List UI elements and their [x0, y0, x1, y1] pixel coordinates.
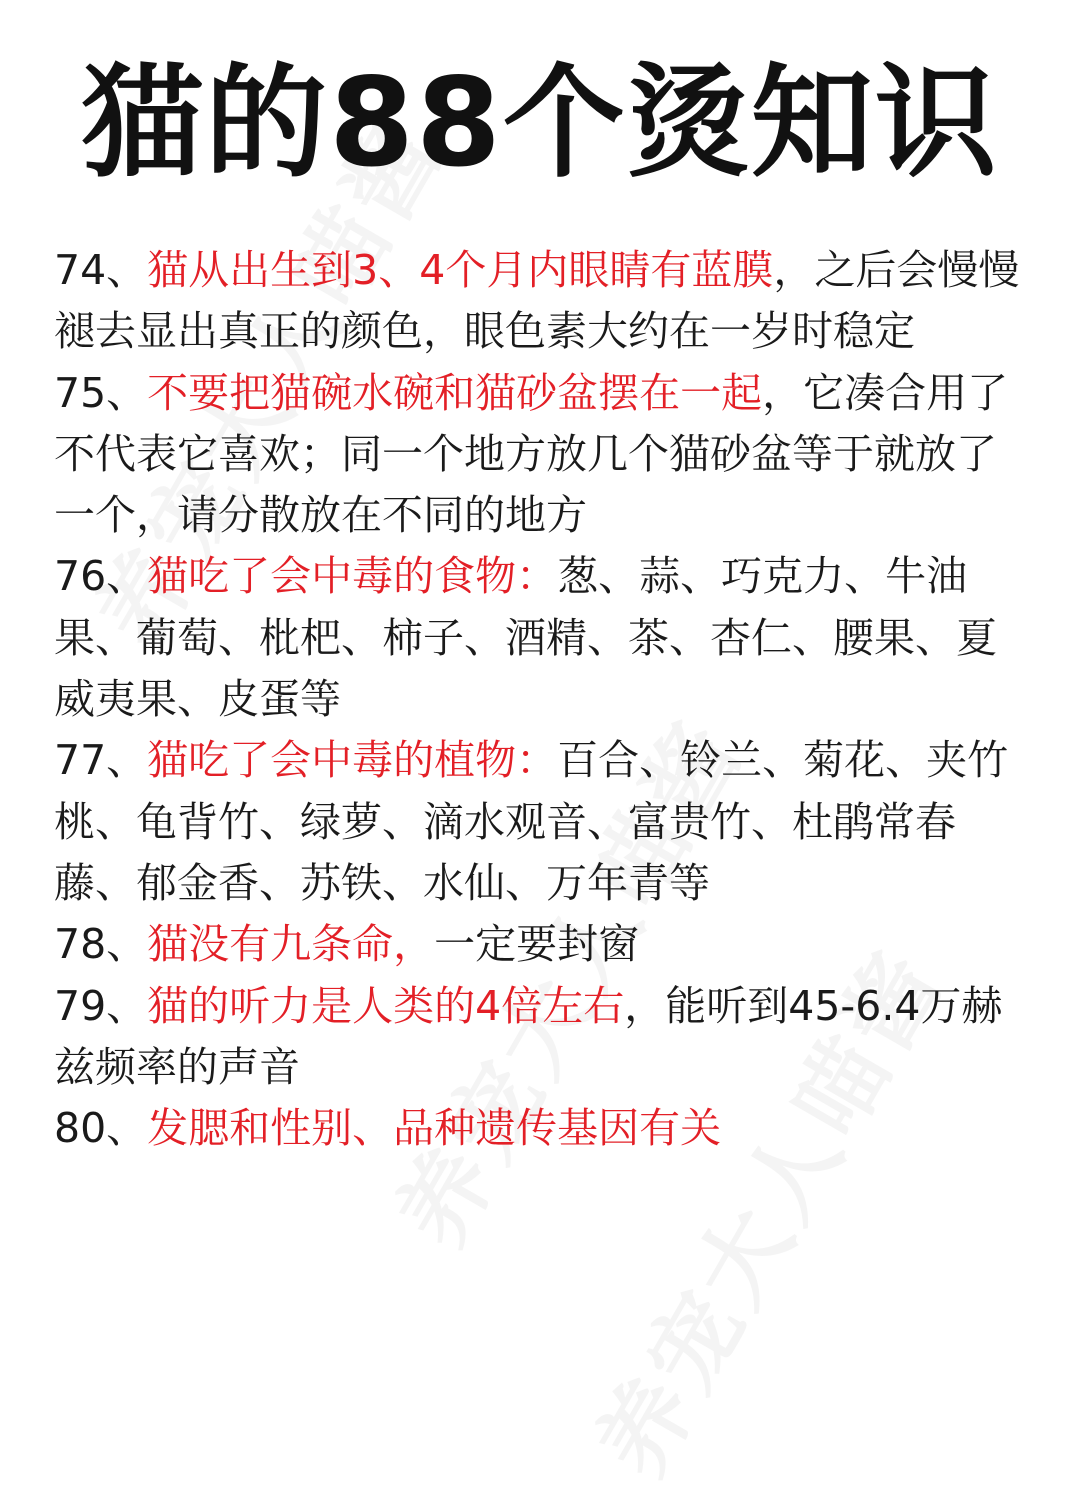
fact-highlight: 猫吃了会中毒的植物： — [147, 736, 558, 785]
fact-item — [54, 914, 1032, 975]
fact-number: 77、 — [54, 736, 148, 785]
fact-text: 百合、铃兰、菊花、夹竹桃、龟背竹、绿萝、滴水观音、富贵竹、杜鹃常春藤、郁金香、苏铁、水仙、万年青等 — [54, 736, 1009, 907]
fact-item — [54, 976, 1032, 1099]
fact-list — [54, 240, 1032, 1159]
fact-number: 80、 — [54, 1104, 148, 1153]
fact-number: 78、 — [54, 920, 148, 969]
fact-number: 79、 — [54, 981, 148, 1030]
fact-number: 75、 — [54, 368, 148, 417]
fact-text: 葱、蒜、巧克力、牛油果、葡萄、枇杷、柿子、酒精、茶、杏仁、腰果、夏威夷果、皮蛋等 — [54, 552, 997, 724]
fact-number: 74、 — [54, 246, 148, 294]
fact-text: 一定要封窗 — [434, 920, 640, 969]
fact-highlight: 猫的听力是人类的4倍左右 — [147, 981, 625, 1030]
fact-item — [54, 546, 1032, 730]
fact-highlight: 发腮和性别、品种遗传基因有关 — [147, 1104, 722, 1153]
fact-highlight: 猫从出生到3、4个月内眼睛有蓝膜 — [147, 246, 774, 294]
fact-item — [54, 730, 1032, 914]
fact-number: 76、 — [54, 552, 148, 601]
fact-text: ，能听到45-6.4万赫兹频率的声音 — [54, 981, 1003, 1091]
fact-text: ，之后会慢慢褪去显出真正的颜色，眼色素大约在一岁时稳定 — [54, 246, 1020, 356]
fact-item — [54, 240, 1032, 363]
fact-highlight: 猫没有九条命， — [147, 920, 435, 969]
fact-item — [54, 363, 1032, 547]
fact-text: ，它凑合用了不代表它喜欢；同一个地方放几个猫砂盆等于就放了一个，请分散放在不同的地方 — [54, 368, 1009, 540]
fact-highlight: 猫吃了会中毒的食物： — [147, 552, 558, 601]
fact-item — [54, 1098, 1032, 1159]
page-title: 猫的88个烫知识 — [81, 52, 999, 194]
fact-highlight: 不要把猫碗水碗和猫砂盆摆在一起 — [147, 368, 763, 417]
